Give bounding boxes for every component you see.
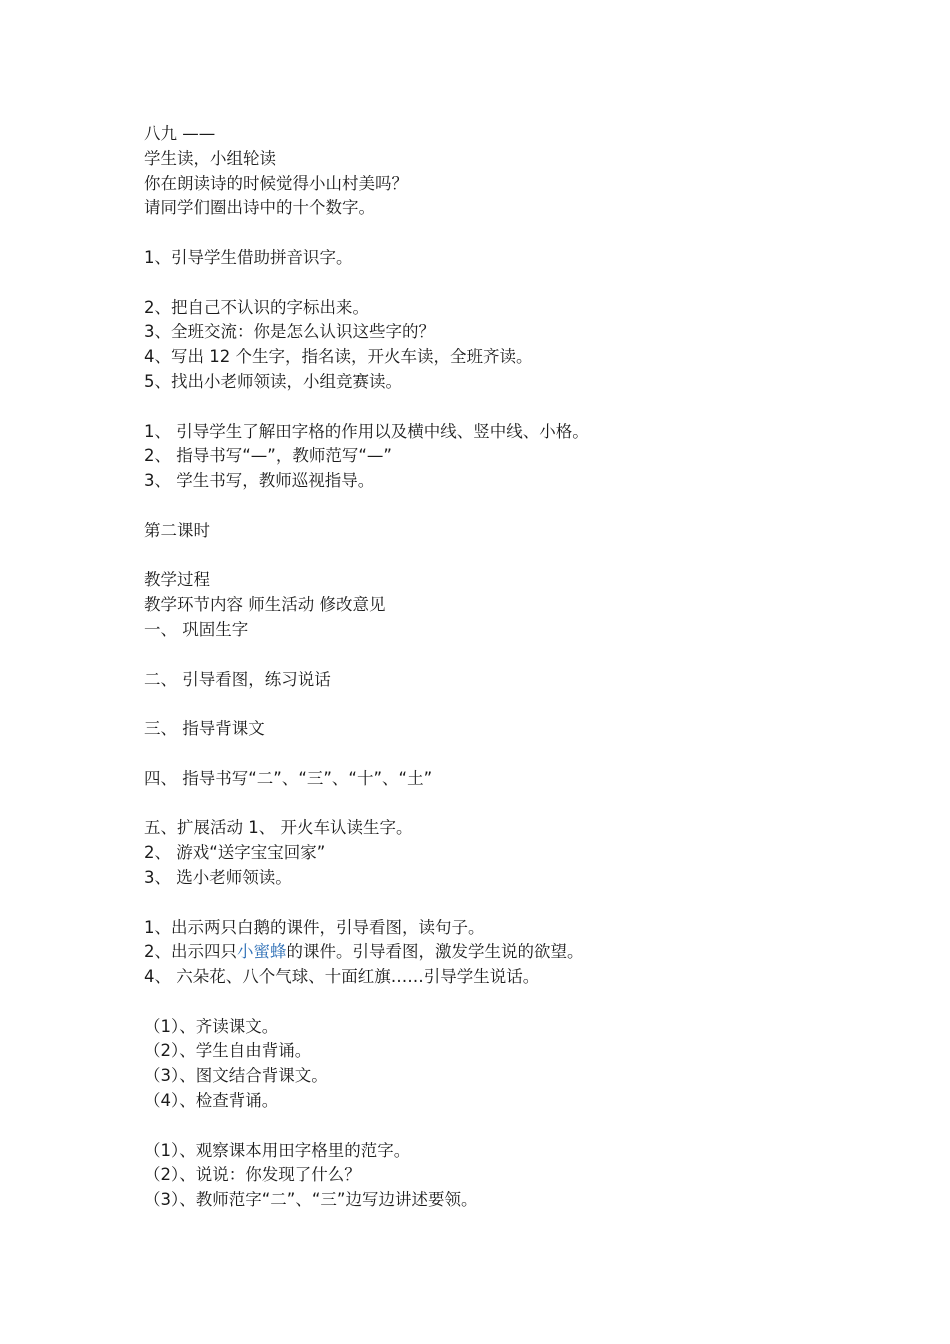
- text-line: （3）、教师范字“二”、“三”边写边讲述要领。: [144, 1190, 478, 1210]
- text-line: 1、引导学生借助拼音识字。: [144, 247, 353, 267]
- text-line-with-link: [144, 940, 864, 965]
- text-line: 学生读，小组轮读: [144, 148, 276, 168]
- text-line: 2、 指导书写“—”，教师范写“—”: [144, 446, 392, 466]
- blank-line: [144, 1114, 864, 1139]
- document-body: [144, 122, 864, 1213]
- blank-line: [144, 692, 864, 717]
- blank-line: [144, 742, 864, 767]
- text-line: 四、 指导书写“二”、“三”、“十”、“土”: [144, 768, 433, 788]
- text-line: （3）、图文结合背课文。: [144, 1066, 328, 1086]
- blank-line: [144, 792, 864, 817]
- text-line: 八九 ——: [144, 124, 216, 143]
- text-line: （2）、说说：你发现了什么？: [144, 1165, 361, 1185]
- blank-line: [144, 494, 864, 519]
- text-line: （1）、观察课本用田字格里的范字。: [144, 1140, 411, 1160]
- link-line-before: 2、出示四只: [144, 942, 237, 962]
- text-line: 2、把自己不认识的字标出来。: [144, 297, 369, 317]
- text-line: 5、找出小老师领读，小组竞赛读。: [144, 371, 402, 391]
- text-line: 你在朗读诗的时候觉得小山村美吗？: [144, 173, 408, 193]
- text-line: 三、 指导背课文: [144, 719, 265, 739]
- bee-link[interactable]: 小蜜蜂: [237, 942, 287, 962]
- text-line: （4）、检查背诵。: [144, 1091, 279, 1111]
- blank-line: [144, 221, 864, 246]
- text-line: 二、 引导看图，练习说话: [144, 669, 331, 689]
- text-line: 教学环节内容 师生活动 修改意见: [144, 595, 386, 615]
- text-line: 1、出示两只白鹅的课件，引导看图，读句子。: [144, 917, 485, 937]
- blank-line: [144, 643, 864, 668]
- text-line: （2）、学生自由背诵。: [144, 1041, 312, 1061]
- text-line: 3、 学生书写，教师巡视指导。: [144, 471, 375, 491]
- text-line: 2、 游戏“送字宝宝回家”: [144, 843, 326, 863]
- blank-line: [144, 544, 864, 569]
- section-heading: 第二课时: [144, 520, 210, 540]
- blank-line: [144, 990, 864, 1015]
- text-line: 3、全班交流：你是怎么认识这些字的？: [144, 322, 435, 342]
- text-line: 3、 选小老师领读。: [144, 867, 292, 887]
- text-line: （1）、齐读课文。: [144, 1016, 279, 1036]
- blank-line: [144, 271, 864, 296]
- text-line: 1、 引导学生了解田字格的作用以及横中线、竖中线、小格。: [144, 421, 589, 441]
- text-line: 4、写出 12 个生字，指名读，开火车读，全班齐读。: [144, 347, 533, 367]
- text-line: 4、 六朵花、八个气球、十面红旗……引导学生说话。: [144, 967, 540, 987]
- blank-line: [144, 891, 864, 916]
- blank-line: [144, 395, 864, 420]
- text-line: 请同学们圈出诗中的十个数字。: [144, 198, 375, 218]
- link-line-after: 的课件。引导看图，激发学生说的欲望。: [286, 942, 584, 962]
- text-line: 教学过程: [144, 570, 210, 590]
- text-line: 五、扩展活动 1、 开火车认读生字。: [144, 818, 413, 838]
- text-line: 一、 巩固生字: [144, 619, 249, 639]
